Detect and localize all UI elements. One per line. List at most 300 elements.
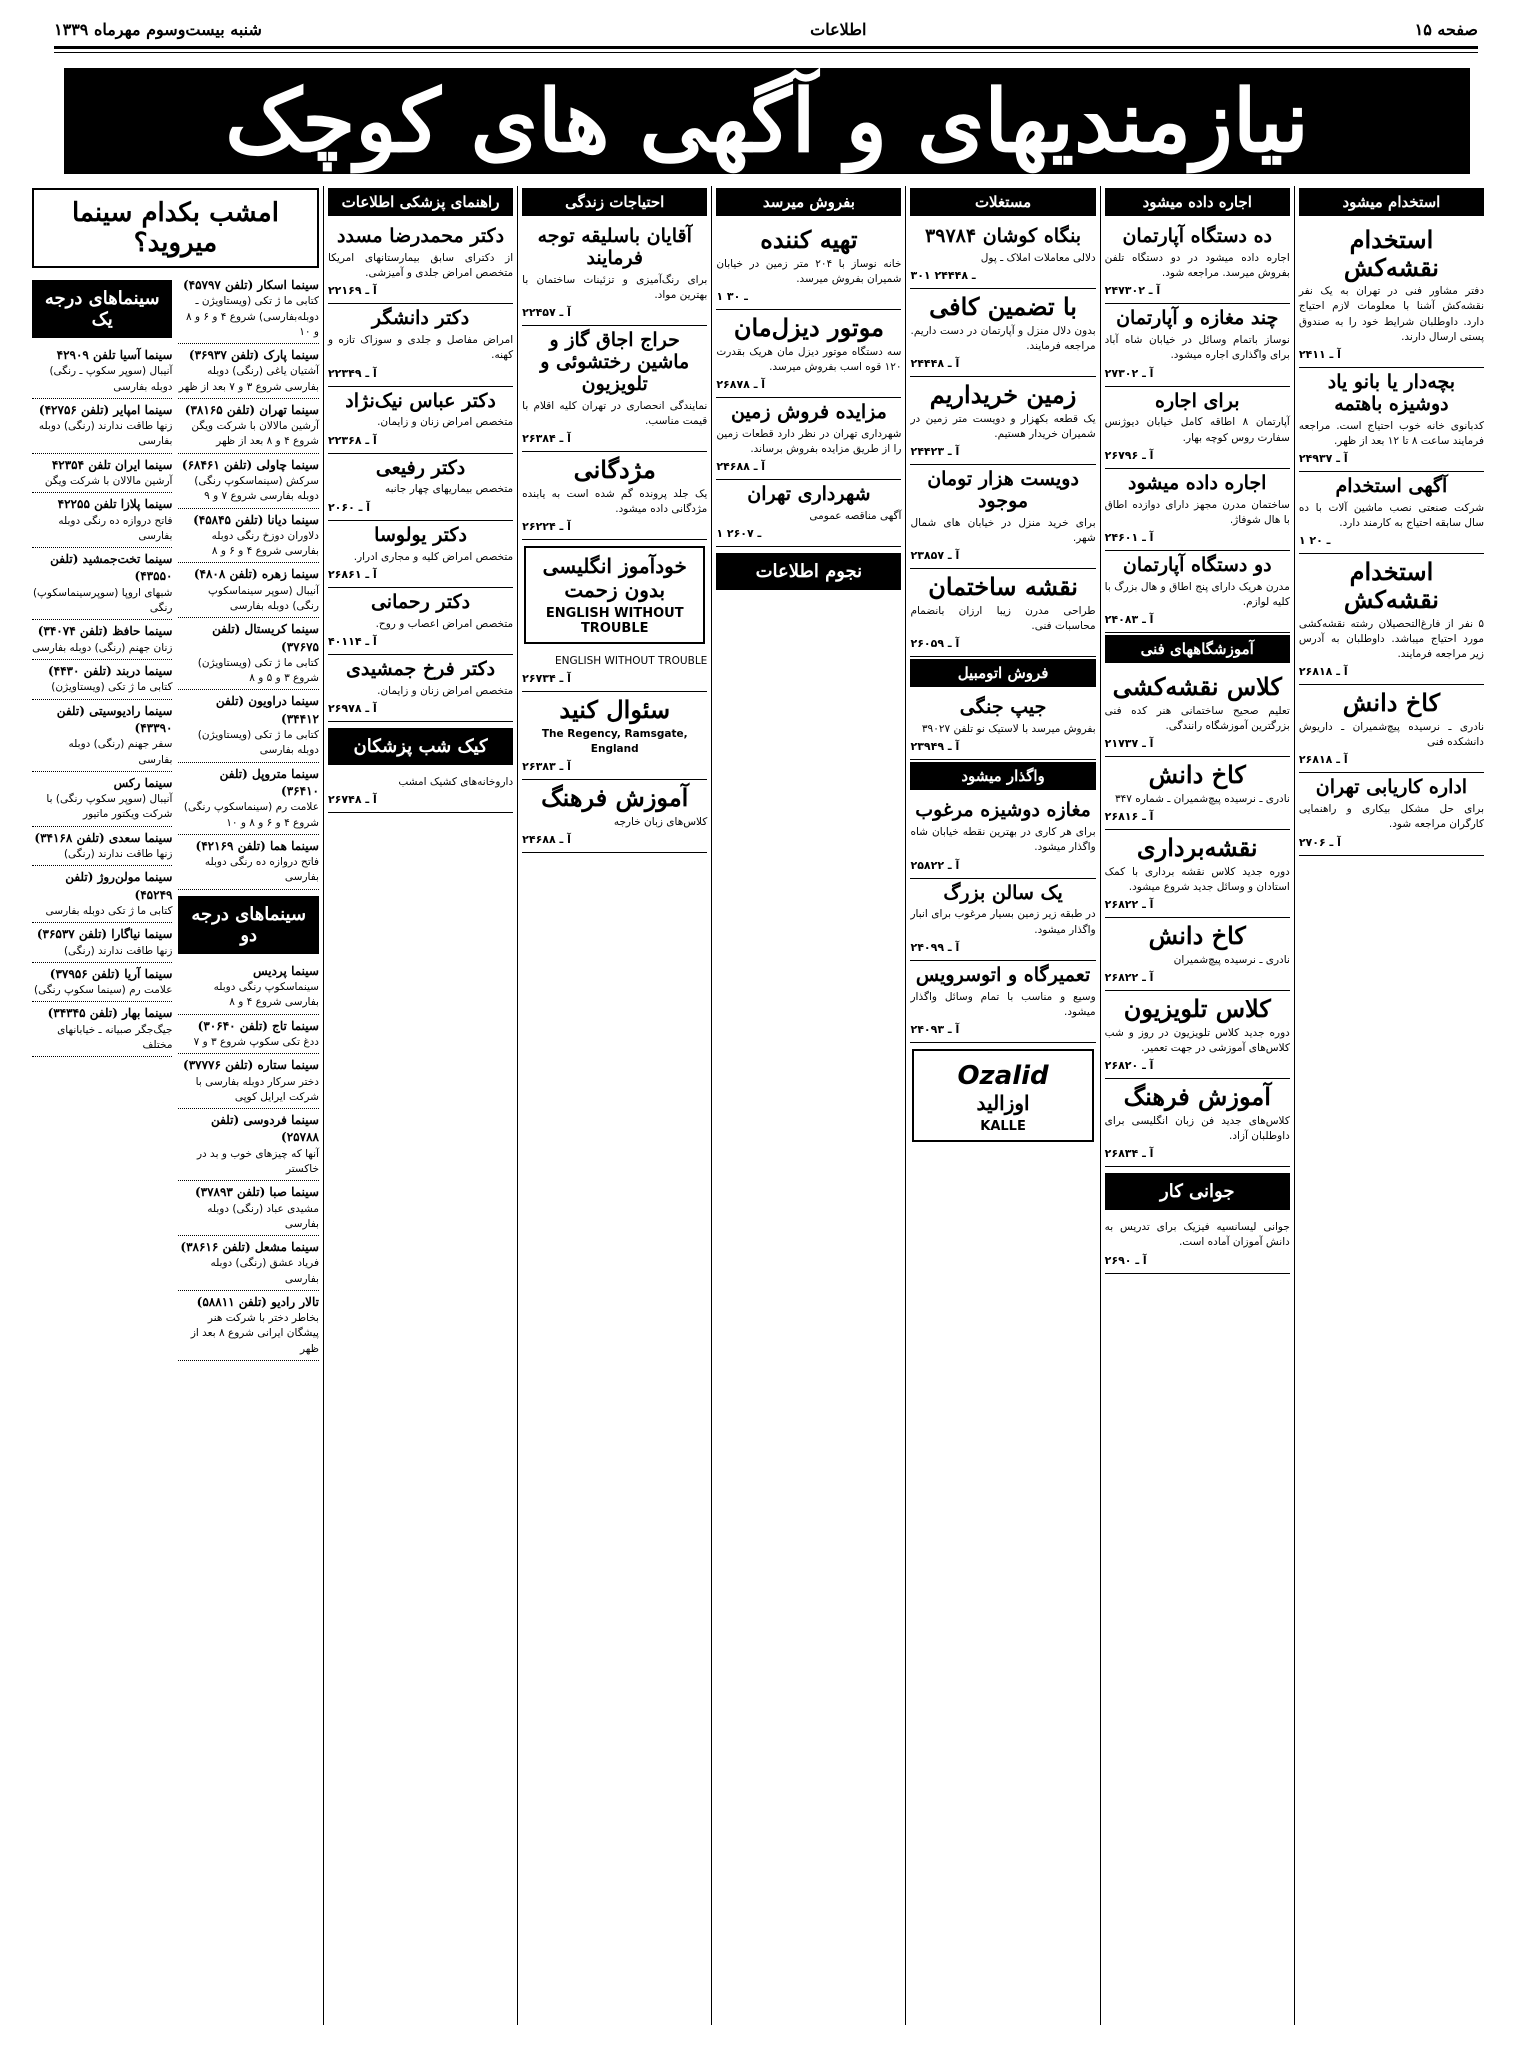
ad-title: چند مغازه و آپارتمان: [1116, 307, 1279, 330]
cinema-name: سینما آریا (تلفن ۳۷۹۵۶): [49, 966, 173, 981]
classified-ad: [1105, 757, 1290, 830]
section-header: واگذار میشود: [910, 762, 1095, 790]
cinema-listing: [178, 690, 319, 762]
cinema-listing: [32, 660, 173, 700]
ad-code: آ ـ ۲۲۱۶۹: [327, 284, 377, 298]
ad-code: آ ـ ۴۰۱۱۴: [327, 634, 377, 648]
ad-body: نادری ـ نرسیده پیچ‌شمیران ـ شماره ۳۴۷: [1114, 793, 1290, 806]
ad-body: دفتر مشاور فنی در تهران به یک نفر نقشه‌کش آشنا با معلومات لازم احتیاج دارد. داوطلبان شرایط خود را به صندوق پستی ارسال دارند.: [1298, 285, 1484, 343]
cinema-listing: [178, 960, 319, 1015]
classified-ad: [1105, 1216, 1290, 1273]
ad-code: آ ـ ۲۴۴۲۳: [910, 445, 960, 459]
ad-code: آ ـ ۲۶۸۲۰: [1104, 1059, 1154, 1073]
cinema-name: سینما ایران تلفن ۴۲۳۵۴: [51, 457, 173, 472]
classified-ad: [716, 480, 901, 547]
cinema-listing: [178, 1109, 319, 1181]
cinema-listing: [32, 454, 173, 494]
cinema-listing: [32, 923, 173, 963]
ad-code: آ ـ ۲۶۷۳۴: [522, 672, 571, 686]
ad-body: کلاس‌های جدید فن زبان انگلیسی برای داوطلبان آزاد.: [1104, 1114, 1290, 1142]
cinema-name: سینما چاولی (تلفن ۶۸۴۶۱): [181, 457, 319, 472]
ad-body: اجاره داده میشود در دو دستگاه تلفن بفروش میرسد. مراجعه شود.: [1104, 251, 1290, 280]
ad-title: تهیه کننده: [760, 225, 858, 254]
cinema-listing: [178, 274, 319, 344]
doctor-ad: [328, 222, 513, 304]
ad-title: کاخ دانش: [1342, 688, 1441, 718]
page-number: صفحه ۱۵: [1414, 19, 1478, 39]
ad-body: ENGLISH WITHOUT TROUBLE: [555, 655, 708, 668]
ad-body: طراحی مدرن زیبا ارزان بانضمام محاسبات فنی.: [910, 604, 1096, 633]
ad-code: آ ـ ۲۴۰۹۹: [910, 940, 960, 954]
ad-body: داروخانه‌های کشیک امشب: [398, 775, 514, 788]
cinema-program: سینماسکوپ رنگی دوبله بفارسی شروع ۴ و ۸: [213, 981, 319, 1009]
section-header: فروش اتومبیل: [910, 659, 1095, 687]
ad-title: جیپ جنگی: [959, 696, 1047, 719]
cinema-name: سینما متروپل (تلفن ۳۶۴۱۰): [219, 766, 319, 799]
cinema-listing: [178, 454, 319, 509]
cinema-listing: [32, 620, 173, 660]
ad-code: ۱ ـ ۳۰: [716, 290, 748, 304]
ad-body: متخصص بیماریهای چهار جانبه: [384, 483, 514, 496]
section-header: احتیاجات زندگی: [522, 188, 707, 216]
ad-title: دکتر فرخ جمشیدی: [346, 657, 496, 680]
cinema-listing: [32, 827, 173, 867]
cinema-name: سینما امپایر (تلفن ۴۲۷۵۶): [38, 402, 173, 417]
cinema-program: آشتیان یاغی (رنگی) دوبله بفارسی شروع ۳ و ۷ بعد از ظهر: [178, 365, 319, 393]
cinema-listing: [32, 772, 173, 827]
cinema-name: سینما حافظ (تلفن ۳۴۰۷۴): [37, 624, 173, 639]
ad-title: تعمیرگاه و اتوسرویس: [915, 963, 1091, 986]
ad-title: خودآموز انگلیسی بدون زحمت: [542, 554, 687, 603]
section-header: مستغلات: [910, 188, 1095, 216]
ad-title: مژدگانی: [573, 455, 656, 485]
ad-code: آ ـ ۲۶۷۹۶: [1104, 448, 1154, 462]
ad-body: متخصص امراض اعصاب و روح.: [375, 617, 514, 630]
classified-ad: [1299, 222, 1484, 368]
cinema-name: سینما رکس: [113, 775, 173, 790]
classifieds-banner: نیازمندیهای و آگهی های کوچک: [58, 62, 1476, 180]
ad-title: دکتر محمدرضا مسدد: [337, 225, 505, 247]
cinema-name: سینما کریستال (تلفن ۳۷۶۷۵): [212, 622, 319, 654]
section-header: استخدام میشود: [1299, 188, 1484, 216]
ozalid-name: اوزالید: [976, 1091, 1030, 1116]
ad-code: آ ـ ۲۶۸۱۸: [1298, 665, 1348, 679]
kalle-logo: KALLE: [980, 1119, 1026, 1135]
classified-ad: [1105, 830, 1290, 918]
ad-title: بچه‌دار یا بانو یاد دوشیزه باهتمه: [1327, 371, 1456, 415]
cinema-program: فریاد عشق (رنگی) دوبله بفارسی: [210, 1257, 319, 1285]
ad-code: آ ـ ۲۴۴۴۸: [910, 357, 960, 371]
ad-title: استخدام نقشه‌کش: [1343, 225, 1439, 282]
cinema-program: آنها که چیزهای خوب و بد در خاکستر: [196, 1147, 319, 1175]
ad-code: آ ـ ۲۴۶۸۸: [716, 460, 766, 474]
section-header: جوانی کار: [1105, 1173, 1290, 1210]
ad-code: آ ـ ۲۶۳۸۳: [522, 760, 571, 774]
ozalid-ad: [912, 1049, 1093, 1142]
ad-code: آ ـ ۲۶۸۳۴: [1104, 1147, 1154, 1161]
ad-code: آ ـ ۲۶۸۱۶: [1104, 810, 1154, 824]
ad-code: آ ـ ۲۲۳۶۸: [327, 433, 377, 447]
cinema-program: دلاوران دوزخ رنگی دوبله بفارسی شروع ۴ و ۶ و ۸: [211, 529, 319, 558]
classified-ad: [910, 465, 1095, 569]
cinema-name: سینما مولن‌روژ (تلفن ۴۵۲۴۹): [65, 870, 173, 902]
classified-ad: [1105, 918, 1290, 991]
ad-code: آ ـ ۲۶۹۰: [1104, 1253, 1147, 1267]
ad-code: ۱ ـ ۲۶۰۷: [716, 527, 762, 541]
ad-title: دو دستگاه آپارتمان: [1122, 554, 1272, 577]
ad-title: اداره کاریابی تهران: [1315, 776, 1468, 799]
column-cinemas: [28, 186, 323, 2025]
ad-title: سئوال کنید: [559, 695, 671, 725]
ad-title: برای اجاره: [1155, 389, 1240, 412]
ad-code: آ ـ ۲۴۶۰۱: [1104, 531, 1154, 545]
ad-title: آموزش فرهنگ: [1123, 1082, 1271, 1112]
cinema-name: سینما زهره (تلفن ۴۸۰۸): [193, 567, 319, 582]
ad-title: کاخ دانش: [1148, 921, 1246, 951]
section-header: بفروش میرسد: [716, 188, 901, 216]
ad-body: برای هر کاری در بهترین نقطه خیابان شاه واگذار میشود.: [910, 826, 1096, 854]
ad-code: آ ـ ۲۲۴۵۷: [522, 306, 571, 320]
classified-ad: [1105, 551, 1290, 633]
cinema-list-first: [32, 274, 173, 1361]
cinema-listing: [32, 963, 173, 1003]
ad-title: دکتر یولوسا: [374, 523, 467, 546]
cinema-program: آرشین مالالان با شرکت ویگن: [44, 475, 173, 488]
cinema-listing: [178, 1181, 319, 1236]
ad-body: وسیع و مناسب با تمام وسائل واگذار میشود.: [910, 990, 1096, 1018]
ad-title: آگهی استخدام: [1335, 475, 1448, 498]
classified-ad: [1105, 222, 1290, 304]
ad-title: ده دستگاه آپارتمان: [1122, 225, 1273, 247]
classified-ad: [910, 879, 1095, 961]
doctor-ad: [328, 521, 513, 588]
ad-body: مدرن هریک دارای پنج اطاق و هال بزرگ با کلیه لوازم.: [1104, 580, 1290, 609]
ad-body: بدون دلال منزل و آپارتمان در دست داریم. مراجعه فرمایند.: [910, 324, 1096, 352]
ad-code: آ ـ ۲۴۷۳۰۲: [1104, 284, 1161, 298]
ad-body: یک قطعه بکهزار و دویست متر زمین در شمیران خریدار هستیم.: [910, 412, 1096, 440]
classified-ad: [522, 650, 707, 692]
ad-code: آ ـ ۲۶۹۷۸: [327, 701, 377, 715]
ad-code: آ ـ ۲۶۸۶۱: [327, 567, 377, 581]
classified-ad: [1299, 554, 1484, 685]
cinema-listing: [32, 700, 173, 772]
ad-body: از دکترای سابق بیمارستانهای امریکا متخصص امراض جلدی و آمیزشی.: [327, 251, 514, 280]
section-header: راهنمای پزشکی اطلاعات: [328, 188, 513, 216]
cinema-name: سینما ستاره (تلفن ۳۷۷۷۶): [183, 1058, 319, 1073]
classified-ad: [1299, 773, 1484, 855]
ad-body: کدبانوی خانه خوب احتیاج است. مراجعه فرمایند ساعت ۸ تا ۱۲ بعد از ظهر.: [1298, 419, 1484, 447]
ad-code: آ ـ ۲۶۳۸۴: [522, 432, 571, 446]
ad-title: یک سالن بزرگ: [943, 881, 1063, 904]
cinema-name: سینما پارک (تلفن ۳۶۹۳۷): [188, 348, 319, 363]
cinema-program: فاتح دروازه ده رنگی دوبله بفارسی: [204, 856, 319, 884]
cinema-program: بخاطر دختر با شرکت هنر پیشگان ایرانی شروع ۸ بعد از ظهر: [190, 1312, 319, 1355]
ad-code: آ ـ ۲۶۸۲۲: [1104, 971, 1154, 985]
classified-ad: [910, 693, 1095, 760]
column-employment: [1294, 186, 1488, 2025]
cinema-listing: [32, 493, 173, 548]
classified-ad: [522, 692, 707, 780]
column-misc: [517, 186, 711, 2025]
classified-ad: [716, 310, 901, 398]
cinema-program: آنیبال (سوپر سکوپ رنگی) با شرکت ویکتور ماتیور: [46, 793, 173, 821]
ad-body: تعلیم صحیح ساختمانی هنر کده فنی بزرگترین آموزشگاه رانندگی.: [1104, 705, 1290, 733]
cinema-program: زنان جهنم (رنگی) دوبله بفارسی: [32, 641, 173, 654]
cinema-program: مشیدی عباد (رنگی) دوبله بفارسی: [207, 1202, 319, 1230]
cinema-program: شبهای اروپا (سوپرسینماسکوپ) رنگی: [32, 586, 173, 615]
section-header: آموزشگاههای فنی: [1105, 635, 1290, 663]
ad-title: کلاس تلویزیون: [1123, 994, 1271, 1024]
ad-code: آ ـ ۲۳۸۵۷: [910, 549, 960, 563]
cinema-program: علامت رم (سینما سکوپ رنگی): [34, 984, 173, 997]
cinema-name: سینما مشعل (تلفن ۳۸۶۱۶): [180, 1239, 319, 1254]
first-class-header: سینماهای درجه یک: [32, 280, 173, 338]
ad-body: سه دستگاه موتور دیزل مان هریک بقدرت ۱۲۰ قوه اسب بفروش میرسد.: [716, 345, 902, 373]
cinema-name: سینما دیانا (تلفن ۴۵۸۴۵): [193, 512, 319, 527]
ad-body: جوانی لیسانسیه فیزیک برای تدریس به دانش آموزان آماده است.: [1104, 1221, 1290, 1249]
ad-title: شهرداری تهران: [747, 483, 871, 506]
cinema-name: سینما فردوسی (تلفن ۲۵۷۸۸): [210, 1112, 319, 1145]
cinema-name: سینما سعدی (تلفن ۳۴۱۶۸): [34, 830, 173, 845]
cinema-name: سینما دربند (تلفن ۴۴۳۰): [47, 663, 173, 678]
classified-ad: [910, 569, 1095, 657]
ad-body: متخصص امراض زنان و زایمان.: [377, 684, 514, 697]
ad-body: امراض مفاصل و جلدی و سوزاک تازه و کهنه.: [327, 334, 514, 362]
cinema-name: تالار رادیو (تلفن ۵۸۸۱۱): [196, 1294, 319, 1309]
classified-ad: [1105, 304, 1290, 386]
cinema-listing: [178, 1054, 319, 1109]
ad-body: دلالی معاملات املاک ـ پول: [980, 251, 1096, 264]
cinema-listing: [178, 399, 319, 454]
cinema-name: سینما بهار (تلفن ۳۴۳۴۵): [47, 1006, 173, 1021]
cinema-header: امشب بکدام سینما میروید؟: [32, 188, 319, 268]
ad-body: دوره جدید کلاس نقشه برداری با کمک استادان و وسائل جدید شروع میشود.: [1104, 865, 1290, 894]
ad-title: مزایده فروش زمین: [730, 401, 887, 424]
cinema-listing: [178, 1015, 319, 1055]
classified-ad: [522, 452, 707, 540]
cinema-program: فاتح دروازه ده رنگی دوبله بفارسی: [58, 514, 173, 542]
ad-body: کلاس‌های زبان خارجه: [613, 815, 708, 828]
ad-title: مغازه دوشیزه مرغوب: [915, 799, 1091, 822]
classified-ad: [910, 961, 1095, 1043]
cinema-name: سینما آسیا تلفن ۴۲۹۰۹: [56, 348, 173, 362]
ad-title: آقایان باسلیقه توجه فرمایند: [537, 225, 692, 269]
cinema-name: سینما نیاگارا (تلفن ۳۶۵۳۷): [36, 927, 173, 942]
ad-body: نادری ـ نرسیده پیچ‌شمیران ـ داریوش دانشکده فنی: [1298, 720, 1484, 749]
cinema-name: سینما رادیوسیتی (تلفن ۴۳۳۹۰): [56, 703, 173, 735]
cinema-listing: [178, 1291, 319, 1361]
classified-ad: [1105, 669, 1290, 757]
cinema-name: سینما اسکار (تلفن ۴۵۷۹۷): [182, 278, 319, 292]
ad-body: آگهی مناقصه عمومی: [809, 510, 902, 523]
classified-ad: [910, 377, 1095, 465]
divider: [54, 46, 1478, 49]
paper-name: اطلاعات: [810, 19, 867, 39]
ad-code: آ ـ ۲۶۸۱۸: [1298, 753, 1348, 767]
ad-body: دوره جدید کلاس تلویزیون در روز و شب کلاس‌های آموزشی در جهت تعمیر.: [1104, 1026, 1290, 1054]
cinema-listing: [32, 866, 173, 923]
ad-title: با تضمین کافی: [929, 292, 1077, 322]
cinema-program: سرکش (سینماسکوپ رنگی) دوبله بفارسی شروع ۷ و ۹: [194, 475, 319, 503]
cinema-name: سینما دراویون (تلفن ۳۴۴۱۲): [215, 694, 319, 726]
ad-body: در طبقه زیر زمین بسیار مرغوب برای انبار واگذار میشود.: [910, 908, 1096, 936]
ad-code: آ ـ ۲۷۰۶: [1298, 835, 1341, 849]
cinema-listing: [178, 563, 319, 618]
classified-ad: [1105, 991, 1290, 1079]
ad-code: آ ـ ۲۴۰۸۳: [1104, 613, 1154, 627]
ad-title: دکتر دانشگر: [371, 307, 470, 330]
cinema-lists: [32, 274, 319, 1361]
cinema-program: ددغ تکی سکوپ شروع ۳ و ۷: [193, 1035, 319, 1048]
column-sale: [711, 186, 905, 2025]
cinema-program: آرشین مالالان با شرکت ویگن شروع ۴ و ۸ بعد از ظهر: [191, 420, 319, 448]
ad-code: آ ـ ۲۶۸۷۸: [716, 378, 766, 392]
ad-body: برای رنگ‌آمیزی و تزئینات ساختمان با بهترین مواد.: [522, 273, 708, 301]
cinema-listing: [178, 835, 319, 890]
classified-ad: [522, 222, 707, 326]
english-course-ad: [524, 546, 705, 644]
ad-code: آ ـ ۲۰۶۰: [327, 500, 371, 514]
ad-title: موتور دیزل‌مان: [733, 313, 884, 343]
ad-body: نوساز باتمام وسائل در خیابان شاه آباد برای واگذاری اجاره میشود.: [1104, 334, 1290, 362]
issue-date: شنبه بیست‌وسوم مهرماه ۱۳۳۹: [54, 19, 262, 39]
ad-title: دکتر رحمانی: [370, 590, 471, 613]
ad-title: استخدام نقشه‌کش: [1343, 557, 1439, 615]
cinema-name: سینما پردیس: [252, 963, 319, 978]
ozalid-logo: Ozalid: [957, 1061, 1049, 1092]
ad-code: آ ـ ۲۷۳۰۲: [1104, 366, 1154, 380]
ad-title: آموزش فرهنگ: [541, 783, 689, 813]
doctor-ad: [328, 588, 513, 655]
ad-code: آ ـ ۲۲۳۴۹: [327, 366, 377, 380]
cinema-name: سینما تهران (تلفن ۳۸۱۶۵): [184, 402, 319, 417]
ad-body: شرکت صنعتی نصب ماشین آلات با ده سال سابقه احتیاج به کارمند دارد.: [1298, 502, 1484, 530]
ad-body: متخصص امراض کلیه و مجاری ادرار.: [353, 550, 514, 563]
cinema-name: سینما هما (تلفن ۴۲۱۶۹): [195, 838, 319, 853]
ad-code: آ ـ ۲۳۹۴۹: [910, 740, 960, 754]
ad-code: آ ـ ۲۴۹۳۷: [1298, 452, 1348, 466]
cinema-listing: [32, 1002, 173, 1057]
classified-ad: [328, 771, 513, 813]
ad-code: آ ـ ۲۶۰۵۹: [910, 637, 960, 651]
classified-ad: [716, 398, 901, 480]
classified-ad: [910, 222, 1095, 289]
cinema-program: علامت رم (سینماسکوپ رنگی) شروع ۴ و ۶ و ۸ و ۱۰: [183, 801, 319, 829]
ad-title: حراج اجاق گاز و ماشین رختشوئی و تلویزیون: [540, 329, 690, 395]
doctor-ad: [328, 454, 513, 521]
classified-ad: [1105, 387, 1290, 469]
column-doctors: [323, 186, 517, 2025]
ad-body: نمایندگی انحصاری در تهران کلیه اقلام با قیمت مناسب.: [522, 399, 708, 427]
classified-ad: [1105, 469, 1290, 551]
weather-header: نجوم اطلاعات: [716, 553, 901, 590]
ad-title: نقشه ساختمان: [928, 572, 1078, 602]
classified-ad: [1299, 685, 1484, 773]
cinema-program: کتابی ما ژ تکی (ویستاویژن): [51, 681, 173, 694]
ad-title: بنگاه کوشان ۳۹۷۸۴: [925, 225, 1082, 247]
column-rent: [1100, 186, 1294, 2025]
doctor-ad: [328, 655, 513, 722]
ad-code: ۳۰۱ ـ ۲۴۴۴۸: [910, 269, 976, 283]
cinema-program: کتابی ما ژ تکی (ویستاویژن) شروع ۳ و ۵ و ۸: [197, 656, 319, 685]
ad-body: نادری ـ نرسیده پیچ‌شمیران: [1173, 953, 1290, 966]
ad-code: آ ـ ۲۶۸۲۲: [1104, 898, 1154, 912]
ad-code: آ ـ ۲۴۶۸۸: [522, 833, 571, 847]
ad-title: زمین خریداریم: [929, 380, 1077, 410]
ad-code: آ ـ ۲۴۱۱: [1298, 348, 1341, 362]
cinema-program: کتابی ما ژ تکی (ویستاویژن ـ دوبله‌بفارسی) شروع ۴ و ۶ و ۸ و ۱۰: [186, 295, 319, 338]
cinema-name: سینما تاج (تلفن ۳۰۶۴۰): [197, 1018, 319, 1033]
classified-ad: [910, 796, 1095, 878]
ad-title: دکتر عباس نیک‌نژاد: [345, 389, 496, 412]
classified-ad: [522, 780, 707, 853]
second-class-header: سینماهای درجه دو: [178, 896, 319, 954]
cinema-listing: [178, 618, 319, 690]
ad-english-title: ENGLISH WITHOUT TROUBLE: [545, 606, 684, 637]
cinema-name: سینما تخت‌جمشید (تلفن ۴۳۵۵۰): [50, 552, 173, 584]
cinema-program: سفر جهنم (رنگی) دوبله بفارسی: [68, 738, 173, 766]
classified-ad: [910, 289, 1095, 377]
classified-ad: [1299, 368, 1484, 472]
cinema-program: زنها طاقت ندارند (رنگی) دوبله بفارسی: [38, 420, 173, 448]
ad-code: ۱ ـ ۲۰: [1298, 534, 1331, 548]
ad-title: اجاره داده میشود: [1128, 471, 1267, 494]
cinema-name: سینما پلازا تلفن ۴۲۲۵۵: [57, 497, 173, 512]
cinema-listing: [178, 344, 319, 399]
ad-body: خانه نوساز با ۲۰۴ متر زمین در خیابان شمیران بفروش میرسد.: [716, 257, 902, 285]
ad-body: ۵ نفر از فارغ‌التحصیلان رشته نقشه‌کشی مورد احتیاج میباشد. داوطلبان به آدرس زیر مراجعه فرمایند.: [1298, 617, 1484, 661]
classified-ad: [716, 222, 901, 310]
section-header: اجاره داده میشود: [1105, 188, 1290, 216]
classified-ad: [522, 326, 707, 452]
ad-title: دویست هزار تومان موجود: [927, 468, 1079, 512]
cinema-program: جیگ‌جگر صبیانه ـ خیابانهای مختلف: [57, 1023, 173, 1052]
cinema-name: سینما صبا (تلفن ۳۷۸۹۳): [194, 1185, 319, 1200]
cinema-list-main: [178, 274, 319, 1361]
cinema-program: آنیبال (سوپر سکوپ ـ رنگی) دوبله بفارسی: [49, 365, 173, 393]
cinema-program: آنیبال (سوپر سینماسکوپ رنگی) دوبله بفارسی: [207, 584, 319, 612]
ad-body: ساختمان مدرن مجهز دارای دوازده اطاق با هال شوفاژ.: [1104, 498, 1290, 526]
doctor-ad: [328, 304, 513, 386]
cinema-program: دختر سرکار دوبله بفارسی با شرکت ایرایل کوپی: [195, 1075, 319, 1103]
cinema-listing: [178, 763, 319, 835]
cinema-listing: [32, 344, 173, 399]
ad-body: آپارتمان ۸ اطاقه کامل خیابان دیوژنس سفارت روس کوچه بهار.: [1104, 416, 1290, 444]
cinema-listing: [178, 1236, 319, 1291]
classified-ad: [1105, 1079, 1290, 1167]
ad-body: یک جلد پرونده گم شده است به یابنده مژدگانی داده میشود.: [522, 487, 708, 515]
cinema-listing: [178, 509, 319, 564]
ad-title: کاخ دانش: [1148, 760, 1246, 790]
ad-columns: [28, 186, 1488, 2025]
ad-body: برای حل مشکل بیکاری و راهنمایی کارگران مراجعه شود.: [1298, 803, 1484, 831]
cinema-program: کتابی ما ژ تکی (ویستاویژن) دوبله بفارسی: [197, 729, 319, 757]
divider: [54, 52, 1478, 53]
cinema-listing: [32, 399, 173, 454]
night-pharmacy-header: کیک شب پزشکان: [328, 728, 513, 765]
masthead: [54, 16, 1478, 42]
ad-code: آ ـ ۲۴۰۹۳: [910, 1023, 960, 1037]
ad-body: متخصص امراض زنان و زایمان.: [377, 416, 514, 429]
ad-title: کلاس نقشه‌کشی: [1112, 672, 1282, 702]
ad-code: آ ـ ۲۶۲۲۴: [522, 520, 571, 534]
cinema-program: زنها طاقت ندارند (رنگی): [63, 847, 173, 860]
ad-code: آ ـ ۲۵۸۲۲: [910, 858, 960, 872]
ad-body: بفروش میرسد با لاستیک نو تلفن ۳۹۰۲۷: [921, 723, 1096, 736]
ad-body: شهرداری تهران در نظر دارد قطعات زمین را از طریق مزایده بفروش برساند.: [716, 427, 902, 456]
cinema-listing: [32, 548, 173, 620]
ad-title: دکتر رفیعی: [375, 456, 466, 479]
